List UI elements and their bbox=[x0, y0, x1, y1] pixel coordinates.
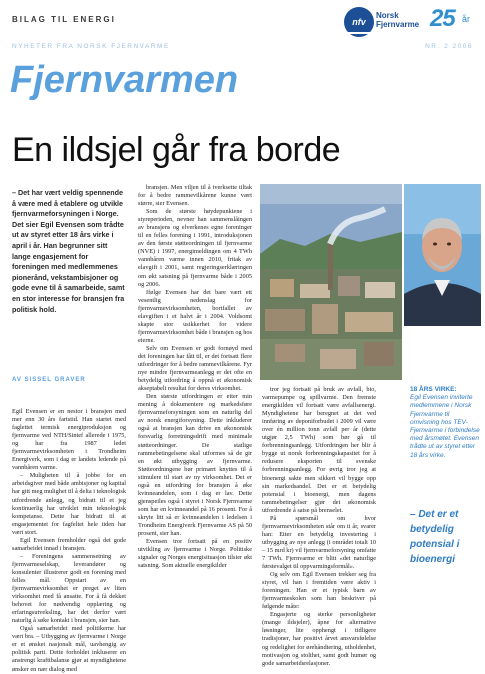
byline: AV SISSEL GRAVER bbox=[12, 377, 86, 383]
body-column-3 bbox=[262, 386, 376, 668]
newsletter-name: NYHETER FRA NORSK FJERNVARME bbox=[12, 43, 170, 50]
portrait-photo bbox=[404, 184, 481, 326]
article-lead: – Det har vært veldig spennende å være med å etablere og utvikle fjernvarmeforsyningen i Norge. Det sier Egil Evensen som trådte ut av styret etter 18 års virke i april i år. Han begrunner sitt lange engasjement for foreningen med medlemmenes pionerånd, vekstambisjoner og gode evne til å samarbeide, samt en stor interesse for bransjen fra politisk hold. bbox=[12, 188, 125, 314]
paragraph: – Muligheten til å jobbe for en arbeidsgiver med både ambisjoner og kapital har gitt meg mulighet til å delta i teknologisk utfordrende anlegg, og bidratt til et jeg kontinuerlig har utviklet min teknologisk kompetanse. Dette har bidratt til at engasjementet for fagfeltet hele tiden har vært stort. bbox=[12, 472, 126, 536]
paragraph: Ifølge Evensen har det bare vært ett vesentlig nedenslag for fjernvarmevirksomheten, bortfallet av elavgiften i et halvt år i 2004. Voldsomt skapte stor usikkerhet for videre fjernvarmevirksomhet både i bransjen og hos eierne. bbox=[138, 288, 252, 344]
section-title: Fjernvarmen bbox=[10, 59, 239, 101]
body-column-1 bbox=[12, 408, 126, 674]
body-column-2 bbox=[138, 184, 252, 570]
nfv-logo-mark: nfv bbox=[344, 7, 374, 37]
paragraph: Egil Evensen er en nestor i bransjen med mer enn 30 års fartstid. Han startet med faglettet termisk energiproduksjon og fjernvarme ved NTH/Sintef allerede i 1975, og har fra 1987 ledet fjernvarmevirksomheten i Trondheim Energiverk, som i dag er landets ledende på vannbåren varme. bbox=[12, 408, 126, 472]
trondheim-city-image bbox=[260, 184, 402, 380]
nfv-logo-name bbox=[376, 11, 419, 29]
caption-text: Egil Evensen inviterte medlemmene i Norsk Fjernvarme til omvisning hos TEV-Fjernvarme i forbindelse med årsmøtet. Evensen trådte ut av styret etter 18 års virke. bbox=[410, 394, 480, 459]
paragraph: Også samarbeidet med politikerne har vært bra. – Utbygging av fjernvarme i Norge er et ønsket nasjonalt mål, uavhengig av politisk parti. Dette forholdet inkluserer en anstrengt krafttbalanse gjør at myndighetene ønsker en nær dialog med bbox=[12, 625, 126, 673]
paragraph: På spørsmål om hvor fjernvarmevirksomheten står om ti år, svarer han: Etter en betydelig investering i utbygging av nye anlegg (i området totalt 10 – 15 mrd kr) vil fjernvarmeforsyning omfatte 7 TWh. Fjernvarme er blitt «det naturlige førstevalget til oppvarmingsformål». bbox=[262, 514, 377, 571]
logo-name-line2: Fjernvarme bbox=[376, 20, 420, 29]
header-divider bbox=[0, 32, 485, 34]
article-headline: En ildsjel går fra borde bbox=[12, 131, 341, 169]
issue-number: NR. 2 2006 bbox=[425, 43, 473, 50]
photo-caption bbox=[410, 386, 480, 460]
paragraph: Selv om Evensen er godt fornøyd med det foreningen har fått til, er det fortsatt flere utfordringer for å bedre rammevilkårene. Fyr nye mindre fjernvarmeanlegg er det ofte en betydelig utfordring å oppnå et økonomisk akseptabelt resultat for deres virksomhet. bbox=[138, 344, 252, 393]
egil-evensen-portrait bbox=[404, 184, 481, 326]
city-photo bbox=[260, 184, 402, 380]
anniversary-number: 25 bbox=[430, 5, 455, 32]
logo-name-line1: Norsk bbox=[376, 11, 399, 20]
supplement-kicker: BILAG TIL ENERGI bbox=[12, 15, 116, 24]
paragraph: Engasjerte og sterke personligheter (mange ildsjeler), åpne for alternative løsninger, lite opphengt i tidligere tradisjoner, har positivt årvet ansvarsfølelse og redelighet for ørehåndtering, utholdenhet, motivasjon og stolthet, samt godt humør og gode samarbeidsrelasjoner. bbox=[262, 611, 376, 667]
paragraph: Evensen tror fortsatt på en positiv utvikling av fjernvarme i Norge. Politiske signaler og Norges energisituasjon tilsier økt satsning. Som aktuelle energikilder bbox=[138, 538, 252, 570]
paragraph: Som de største høydepunktene i styreperioden, nevner han sammenslåingen av bransjens og elverkenes egne foreninger til en felles forening i 1991, introduksjonen av den første støtteordningen til fjernvarme (NVE) i 1997, energimeldingen om 4 TWh vannbåren varme innen 2010, fritak av elavgift i 2001, samt regjeringserklæringen om økt satsning på fjernvarme både i 2005 og 2006. bbox=[138, 208, 252, 288]
paragraph: Egil Evensen fremholder også det gode samarbeidet innad i bransjen. bbox=[12, 536, 126, 552]
paragraph: Og selv om Egil Evensen trekker seg fra styret, vil han i fremtiden være aktiv i foreningen. Han er et typisk barn av fjernvarmeskolen som han beskriver på følgende måte: bbox=[262, 571, 376, 611]
paragraph: Den største utfordringen er etter min mening å dokumentere og markedsføre fjernvarmeforsyningen som en naturlig del av norsk energiforsyning. Dette inkluderer også at bransjen kan drive en økonomisk forsvarlig forretningsdrift med minimale støtteordninger. De statlige rammebetingelsene skal utformes så de gir en økt utbygging av fjernvarme. Støtteordningene bør primært knyttes til å stimulere til start av ny virksomhet. Det er også en utfordring for bransjen å øke kvinneandelen, som i dag er lav. Dette gjenspeiles også i styret i Norsk Fjernvarme som har en kvinneandel på 16 prosent. For å skryte litt så er kvinneandelen i ledelsen i Trondheim Energiverk Fjernvarme AS på 50 prosent, sier han. bbox=[138, 393, 252, 538]
paragraph: bransjen. Men viljen til å iverksette tiltak for å bedre rammevilkårene kunne vært større, sier Evensen. bbox=[138, 184, 252, 208]
publisher-logo bbox=[344, 5, 480, 41]
paragraph: – Foreningens sammensetning av fjernvarmeselskap, leverandører og konsulenter illustrerer godt en forening med felles mål. Oppstart av en fjernvarmevirksomhet er preget av liten virksomhet med få ansatte. For å få dekket behovet for nødvendig opplæring og erfaringsutveksling, har det derfor vært naturlig å søke kontakt i bransjen, sier han. bbox=[12, 552, 126, 625]
caption-title: 18 ÅRS VIRKE: bbox=[410, 386, 457, 393]
paragraph: tror jeg fortsatt på bruk av avfall, bio, varmepumpe og spillvarme. Den fremste energikilden vil fortsatt være avfallsenergi. Myndighetene har beregnet at det ved innføring av deponiforbudet i 2009 vil være over én million tonn avfall per år (dette utgjør 2,5 TWh) som bør gå til forbrenningsanlegg. Utfordringen her blir å bygge ut norsk forbrenningskapasitet for å redusere eksporten til svenske forbrenningsanlegg. For øvrig tror jeg at bioenergi sakte men sikkert vil bygge opp sin markedsandel. Det er et betydelig potensial i bioenergi, men dagens rammebetingelser gjør det økonomisk utfordrende å satse på brenselet. bbox=[262, 386, 376, 514]
pull-quote: – Det er et betydelig potensial i bioenergi bbox=[410, 509, 460, 565]
anniversary-suffix: år bbox=[462, 14, 471, 24]
